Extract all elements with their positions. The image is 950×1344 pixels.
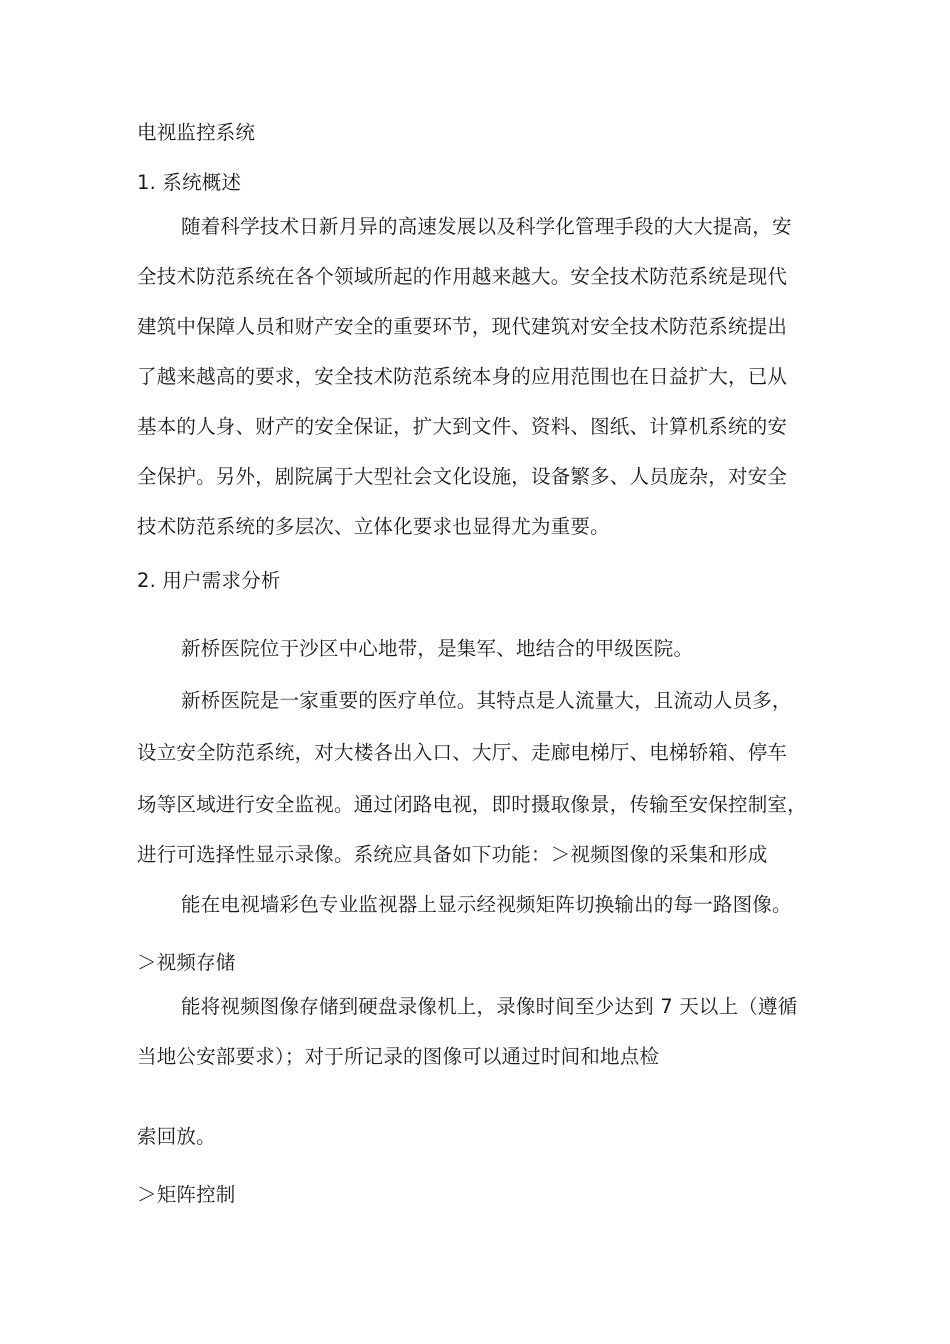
s2-para-3: 能在电视墙彩色专业监视器上显示经视频矩阵切换输出的每一路图像。 [181, 893, 792, 916]
section-2-heading: 2. 用户需求分析 [137, 569, 281, 592]
storage-line-1: 能将视频图像存储到硬盘录像机上，录像时间至少达到 7 天以上（遵循 [181, 995, 798, 1018]
s2-line-2: 设立安全防范系统，对大楼各出入口、大厅、走廊电梯厅、电梯轿箱、停车 [137, 741, 788, 764]
document-title: 电视监控系统 [137, 121, 256, 144]
s1-line-2: 全技术防范系统在各个领域所起的作用越来越大。安全技术防范系统是现代 [137, 265, 788, 288]
matrix-heading: ＞矩阵控制 [137, 1183, 236, 1206]
s2-line-4: 进行可选择性显示录像。系统应具备如下功能：＞视频图像的采集和形成 [137, 843, 768, 866]
s1-line-3: 建筑中保障人员和财产安全的重要环节，现代建筑对安全技术防范系统提出 [137, 315, 788, 338]
s2-line-1: 新桥医院是一家重要的医疗单位。其特点是人流量大，且流动人员多， [181, 689, 792, 712]
storage-tail: 索回放。 [137, 1125, 216, 1148]
s1-line-6: 全保护。另外，剧院属于大型社会文化设施，设备繁多、人员庞杂，对安全 [137, 465, 788, 488]
s1-line-1: 随着科学技术日新月异的高速发展以及科学化管理手段的大大提高，安 [181, 215, 792, 238]
s1-line-7: 技术防范系统的多层次、立体化要求也显得尤为重要。 [137, 515, 610, 538]
s1-line-5: 基本的人身、财产的安全保证，扩大到文件、资料、图纸、计算机系统的安 [137, 415, 788, 438]
s1-line-4: 了越来越高的要求，安全技术防范系统本身的应用范围也在日益扩大，已从 [137, 365, 788, 388]
storage-line-2: 当地公安部要求）；对于所记录的图像可以通过时间和地点检 [137, 1045, 660, 1068]
s2-line-3: 场等区域进行安全监视。通过闭路电视，即时摄取像景，传输至安保控制室， [137, 793, 807, 816]
s2-para-1: 新桥医院位于沙区中心地带，是集军、地结合的甲级医院。 [181, 637, 694, 660]
storage-heading: ＞视频存储 [137, 951, 236, 974]
section-1-heading: 1. 系统概述 [137, 171, 242, 194]
